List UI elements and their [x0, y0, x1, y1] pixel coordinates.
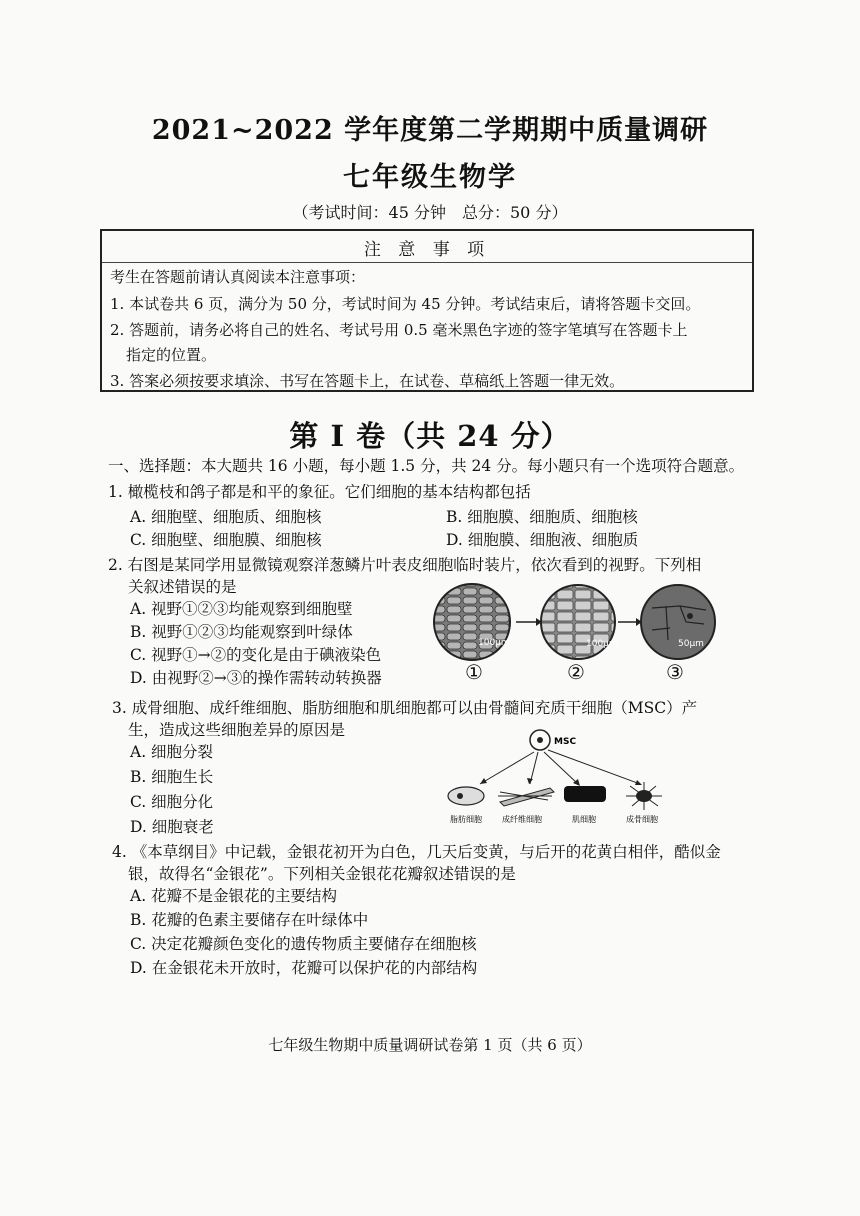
- q2-option-c: C. 视野①→②的变化是由于碘液染色: [130, 646, 382, 664]
- page-footer: 七年级生物期中质量调研试卷第 1 页（共 6 页）: [268, 1036, 592, 1054]
- notice-intro: 考生在答题前请认真阅读本注意事项：: [110, 268, 366, 286]
- field-1: [434, 584, 510, 660]
- q3-option-a: A. 细胞分裂: [130, 743, 214, 761]
- q3-option-c: C. 细胞分化: [130, 793, 214, 811]
- q1-stem: 1. 橄榄枝和鸽子都是和平的象征。它们细胞的基本结构都包括: [108, 483, 531, 501]
- q1-option-b: B. 细胞膜、细胞质、细胞核: [446, 508, 638, 526]
- label-fibroblast: 成纤维细胞: [502, 815, 542, 824]
- field-label-2: ②: [567, 660, 585, 684]
- msc-label: MSC: [554, 737, 577, 747]
- notice-title: 注 意 事 项: [363, 240, 491, 260]
- q4-option-b: B. 花瓣的色素主要储存在叶绿体中: [130, 911, 369, 929]
- notice-item-1: 1. 本试卷共 6 页，满分为 50 分，考试时间为 45 分钟。考试结束后，请将答题卡交回。: [110, 295, 701, 313]
- notice-item-2a: 2. 答题前，请务必将自己的姓名、考试号用 0.5 毫米黑色字迹的签字笔填写在答题卡上: [110, 321, 688, 339]
- label-osteoblast: 成骨细胞: [626, 815, 658, 824]
- msc-differentiation-figure: [440, 726, 680, 830]
- q1-option-d: D. 细胞膜、细胞液、细胞质: [446, 531, 639, 549]
- osteocyte-cell: [626, 782, 662, 810]
- q4-stem-line2: 银，故得名“金银花”。下列相关金银花花瓣叙述错误的是: [128, 865, 516, 883]
- q4-option-d: D. 在金银花未开放时，花瓣可以保护花的内部结构: [130, 959, 478, 977]
- q4-stem-line1: 4. 《本草纲目》中记载，金银花初开为白色，几天后变黄，与后开的花黄白相伴，酷似金: [112, 843, 721, 861]
- q3-option-d: D. 细胞衰老: [130, 818, 214, 836]
- microscope-fields-figure: [430, 578, 720, 668]
- label-fat-cell: 脂肪细胞: [450, 815, 482, 824]
- q2-option-a: A. 视野①②③均能观察到细胞壁: [130, 600, 353, 618]
- q1-option-a: A. 细胞壁、细胞质、细胞核: [130, 508, 322, 526]
- q3-stem-line2: 生，造成这些细胞差异的原因是: [128, 721, 346, 739]
- exam-title: 2021~2022 学年度第二学期期中质量调研: [151, 115, 709, 146]
- notice-item-2b: 指定的位置。: [126, 346, 217, 364]
- section-title: 第 I 卷（共 24 分）: [289, 419, 571, 453]
- scale-3: 50μm: [678, 639, 704, 649]
- q1-option-c: C. 细胞壁、细胞膜、细胞核: [130, 531, 322, 549]
- fibroblast-cell: [498, 788, 554, 806]
- q2-stem-line2: 关叙述错误的是: [128, 578, 237, 596]
- scale-1: 100μm: [478, 638, 510, 648]
- label-muscle-cell: 肌细胞: [572, 815, 596, 824]
- field-label-3: ③: [666, 660, 684, 684]
- exam-info: （考试时间：45 分钟 总分：50 分）: [292, 203, 568, 222]
- notice-divider: [102, 262, 752, 263]
- q2-stem-line1: 2. 右图是某同学用显微镜观察洋葱鳞片叶表皮细胞临时装片，依次看到的视野。下列相: [108, 556, 702, 574]
- section-instruction: 一、选择题：本大题共 16 小题，每小题 1.5 分，共 24 分。每小题只有一个选项符合题意。: [108, 457, 745, 475]
- q4-option-a: A. 花瓣不是金银花的主要结构: [130, 887, 338, 905]
- q3-stem-line1: 3. 成骨细胞、成纤维细胞、脂肪细胞和肌细胞都可以由骨髓间充质干细胞（MSC）产: [112, 699, 698, 717]
- q4-option-c: C. 决定花瓣颜色变化的遗传物质主要储存在细胞核: [130, 935, 477, 953]
- q3-option-b: B. 细胞生长: [130, 768, 214, 786]
- notice-item-3: 3. 答案必须按要求填涂、书写在答题卡上，在试卷、草稿纸上答题一律无效。: [110, 372, 625, 390]
- scale-2: 100μm: [586, 639, 618, 649]
- field-label-1: ①: [465, 660, 483, 684]
- q2-option-b: B. 视野①②③均能观察到叶绿体: [130, 623, 353, 641]
- notice-box: [100, 229, 754, 392]
- q2-option-d: D. 由视野②→③的操作需转动转换器: [130, 669, 382, 687]
- exam-subject: 七年级生物学: [343, 162, 517, 193]
- muscle-cell: [564, 786, 606, 802]
- fat-cell: [448, 787, 484, 805]
